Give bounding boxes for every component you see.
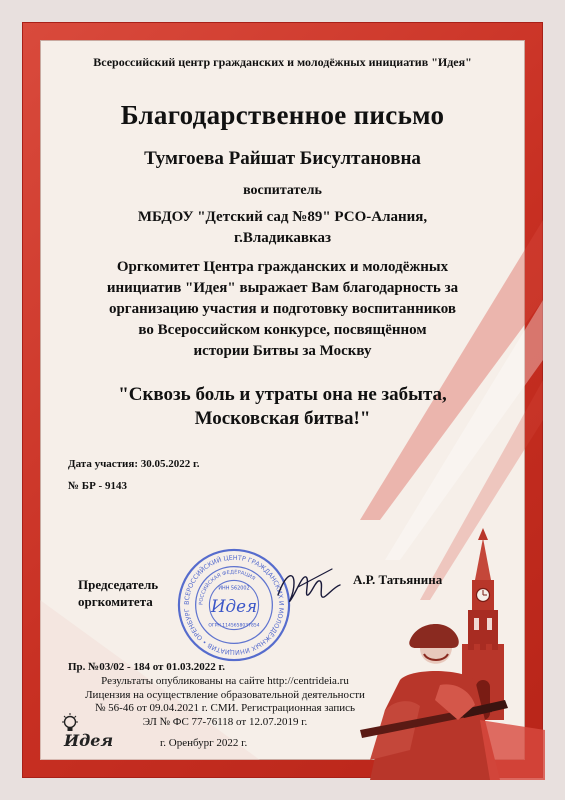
organization-header: Всероссийский центр гражданских и молодёжных инициатив "Идея" — [93, 55, 472, 69]
signatory-role — [78, 576, 158, 610]
order-number: Пр. №03/02 - 184 от 01.03.2022 г. — [68, 661, 225, 673]
lightbulb-icon — [62, 713, 78, 731]
footer-line: № 56-46 от 09.04.2021 г. СМИ. Регистрационная запись — [94, 702, 356, 714]
city-year: г. Оренбург 2022 г. — [160, 737, 248, 749]
gratitude-line: организацию участия и подготовку воспитанников — [108, 301, 457, 317]
signatory-role-line: Председатель — [78, 577, 159, 592]
certificate-number: № БР - 9143 — [68, 480, 127, 492]
participation-date: Дата участия: 30.05.2022 г. — [68, 458, 200, 470]
contest-line: Московская битва!" — [194, 408, 371, 429]
document-title: Благодарственное письмо — [120, 100, 445, 130]
seal-ogrn: ОГРН 1145658037854 — [208, 623, 260, 629]
gratitude-text — [55, 257, 510, 362]
recipient-position: воспитатель — [243, 183, 322, 198]
gratitude-line: Оргкомитет Центра гражданских и молодёжных — [116, 259, 449, 275]
contest-line: "Сквозь боль и утраты она не забыта, — [118, 384, 447, 405]
recipient-name: Тумгоева Райшат Бисултановна — [144, 148, 421, 169]
seal-inner-text: РОССИЙСКАЯ ФЕДЕРАЦИЯ — [198, 569, 257, 606]
seal-ring-text: ВСЕРОССИЙСКИЙ ЦЕНТР ГРАЖДАНСКИХ И МОЛОДЁЖНЫХ ИНИЦИАТИВ • ОРЕНБУРГ — [182, 553, 286, 657]
seal-center-text: Идея — [210, 595, 258, 616]
contest-title — [55, 383, 510, 431]
handwritten-signature — [272, 565, 344, 611]
footer-line: Лицензия на осуществление образовательной деятельности — [85, 688, 365, 701]
gratitude-line: истории Битвы за Москву — [193, 343, 372, 359]
footer-line: ЭЛ № ФС 77-76118 от 12.07.2019 г. — [142, 715, 308, 728]
recipient-institution — [60, 207, 505, 249]
institution-line: г.Владикавказ — [234, 230, 331, 246]
gratitude-line: во Всероссийском конкурсе, посвящённом — [138, 322, 427, 338]
signatory-role-line: оргкомитета — [78, 594, 153, 609]
logo-text: Идея — [64, 731, 114, 750]
seal-inn: ИНН 562002 — [218, 585, 250, 592]
idea-logo — [60, 712, 122, 752]
signatory-name: А.Р. Татьянина — [353, 572, 443, 587]
gratitude-line: инициатив "Идея" выражает Вам благодарность за — [106, 280, 459, 296]
institution-line: МБДОУ "Детский сад №89" РСО-Алания, — [137, 209, 428, 225]
footer-line: Результаты опубликованы на сайте http://centrideia.ru — [101, 675, 349, 687]
